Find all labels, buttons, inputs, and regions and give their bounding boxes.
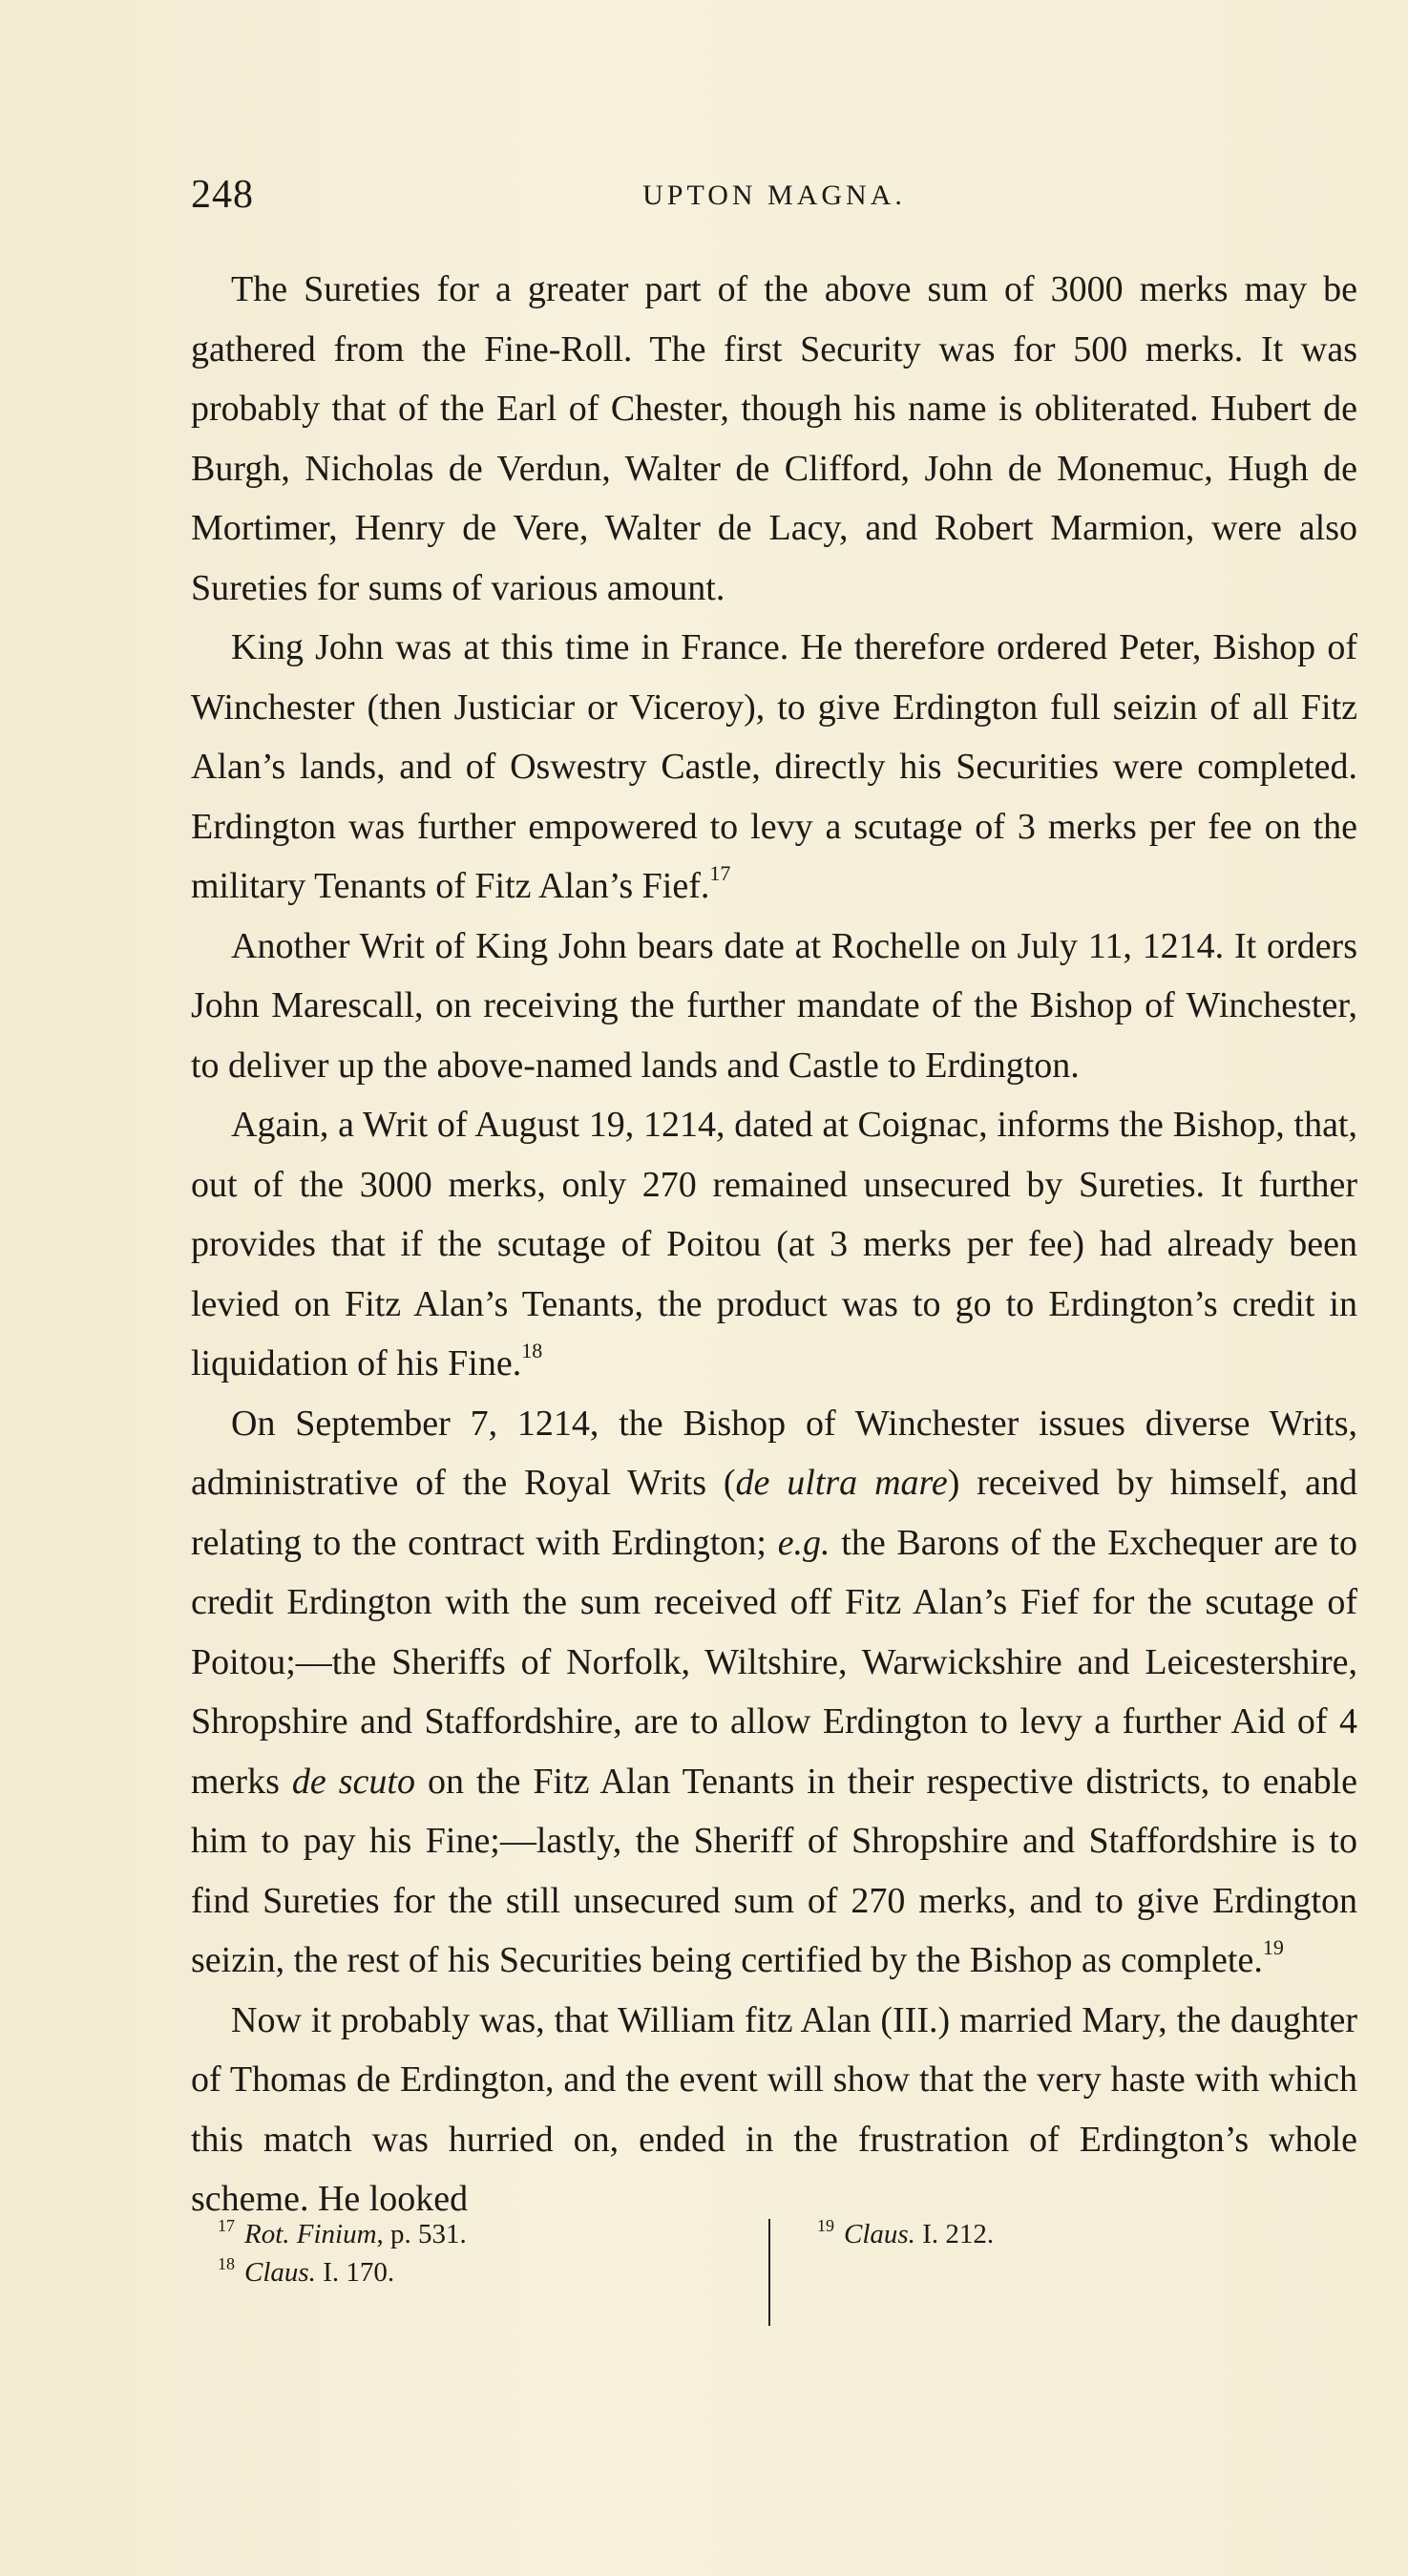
footnote [817, 2215, 1352, 2253]
paragraph-text: the Barons of the Exchequer are to credit Erdington with the sum received off Fitz Alan’s Fief for the scutage of Poitou;—the Sheriffs of Norfolk, Wiltshire, Warwickshire and Leicestershire, Shropshire and Staffordshire, are to allow Erdington to levy a further Aid of 4 merks [191, 1522, 1357, 1802]
paragraph [191, 260, 1357, 618]
paragraph-text: Now it probably was, that William fitz Alan (III.) married Mary, the daughter of Thomas de Erdington, and the event will show that the very haste with which this match was hurried on, ended in the frustration of Erdington’s whole scheme. He looked [191, 1999, 1357, 2219]
footnote-number: 18 [218, 2254, 235, 2273]
footnote-reference-text: I. 212. [914, 2219, 995, 2249]
footnote-reference: 19 [1262, 1935, 1284, 1959]
paragraph [191, 618, 1357, 917]
paragraph-text: ) received by himself, and relating to the contract with Erdington; [191, 1463, 1357, 1563]
italic-phrase: de scuto [291, 1761, 415, 1802]
body-text [191, 260, 1357, 2229]
paragraph-text: Another Writ of King John bears date at Rochelle on July 11, 1214. It orders John Marescall, on receiving the further mandate of the Bishop of Winchester, to deliver up the above-named lands and Castle to Erdington. [191, 925, 1357, 1086]
footnotes [191, 2215, 1357, 2330]
running-title: UPTON MAGNA. [642, 179, 906, 211]
footnote-reference: 17 [709, 861, 731, 885]
paragraph [191, 1394, 1357, 1991]
footnote-reference-text: I. 170. [315, 2257, 395, 2288]
paragraph-text: Again, a Writ of August 19, 1214, dated at Coignac, informs the Bishop, that, out of the 3000 merks, only 270 remained unsecured by Sureties. It further provides that if the scutage of Poitou (at 3 merks per fee) had already been levied on Fitz Alan’s Tenants, the product was to go to Erdington’s credit in liquidation of his Fine. [191, 1105, 1357, 1383]
paragraph [191, 1095, 1357, 1394]
paragraph-text: On September 7, 1214, the Bishop of Winchester issues diverse Writs, administrative of the Royal Writs ( [191, 1403, 1357, 1503]
paragraph-text: on the Fitz Alan Tenants in their respective districts, to enable him to pay his Fine;—lastly, the Sheriff of Shropshire and Staffordshire is to find Sureties for the still unsecured sum of 270 merks, and to give Erdington seizin, the rest of his Securities being certified by the Bishop as complete. [191, 1761, 1358, 1980]
footnotes-right-column [817, 2215, 1352, 2253]
paragraph-text: The Sureties for a greater part of the above sum of 3000 merks may be gathered from the Fine-Roll. The first Security was for 500 merks. It was probably that of the Earl of Chester, though his name is obliterated. Hubert de Burgh, Nicholas de Verdun, Walter de Clifford, John de Monemuc, Hugh de Mortimer, Henry de Vere, Walter de Lacy, and Robert Marmion, were also Sureties for sums of various amount. [191, 269, 1357, 608]
italic-phrase: de ultra mare [735, 1463, 948, 1503]
footnote-number: 19 [817, 2216, 834, 2235]
footnote-source: Claus. [244, 2257, 316, 2288]
italic-phrase: e.g. [777, 1522, 830, 1563]
footnote-source: Claus. [844, 2219, 915, 2249]
paragraph-text: King John was at this time in France. He therefore ordered Peter, Bishop of Winchester (then Justiciar or Viceroy), to give Erdington full seizin of all Fitz Alan’s lands, and of Oswestry Castle, directly his Securities were completed. Erdington was further empowered to levy a scutage of 3 merks per fee on the military Tenants of Fitz Alan’s Fief. [191, 627, 1357, 906]
page-number: 248 [191, 173, 254, 217]
footnotes-left-column [218, 2215, 752, 2291]
footnote [218, 2215, 752, 2253]
paragraph [191, 917, 1357, 1096]
footnote-column-divider [768, 2219, 770, 2326]
page-header [191, 172, 1357, 229]
paragraph [191, 1991, 1357, 2229]
footnote-source: Rot. Finium [244, 2219, 377, 2249]
footnote-reference-text: , p. 531. [376, 2219, 467, 2249]
footnote-number: 17 [218, 2216, 235, 2235]
footnote-reference: 18 [521, 1339, 543, 1362]
footnote [218, 2253, 752, 2291]
